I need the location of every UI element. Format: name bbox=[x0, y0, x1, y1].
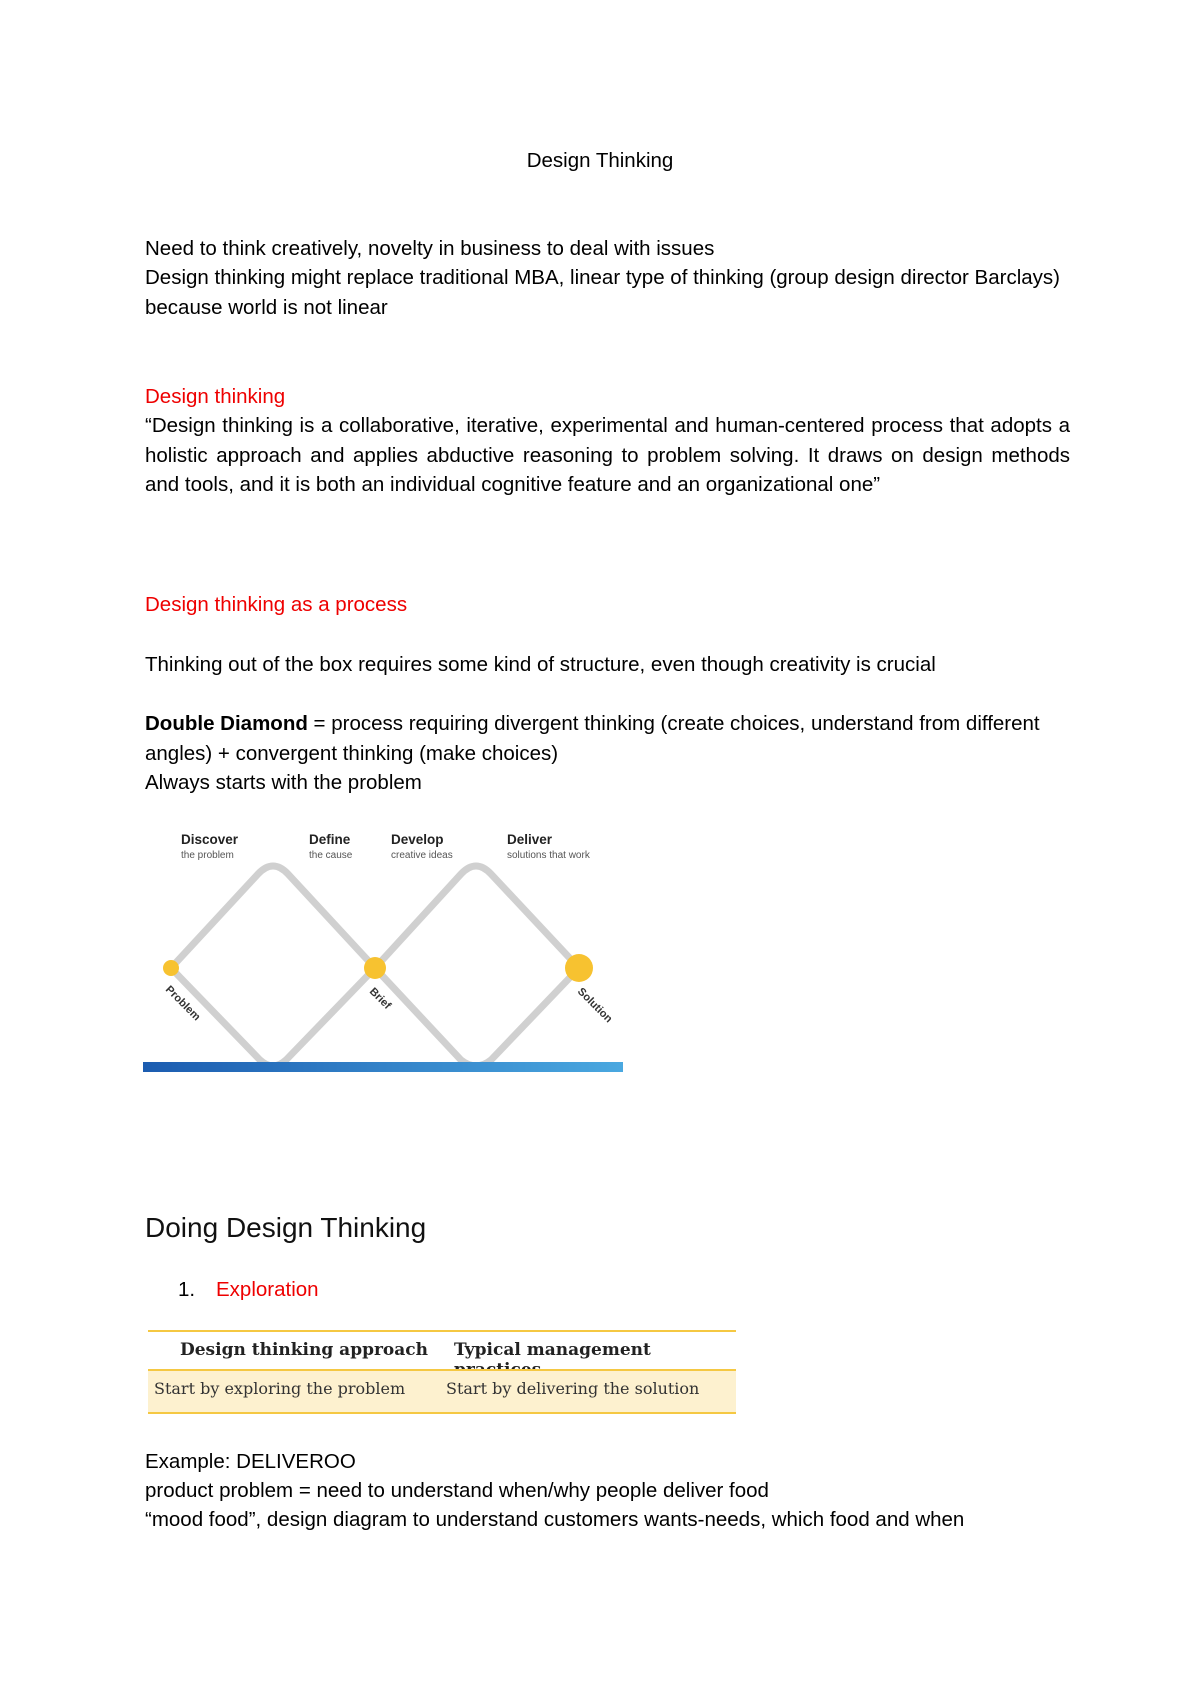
double-diamond-diagram bbox=[143, 822, 623, 1077]
milestone-brief-label: Brief bbox=[366, 985, 394, 1012]
list-item-exploration bbox=[178, 1275, 319, 1304]
intro-line-1: Need to think creatively, novelty in business to deal with issues bbox=[145, 237, 715, 260]
develop-deliver-diamond bbox=[375, 866, 579, 1066]
starts-with-problem: Always starts with the problem bbox=[145, 771, 422, 794]
cell-management-practices: Start by delivering the solution bbox=[446, 1379, 700, 1398]
double-diamond-term: Double Diamond bbox=[145, 712, 308, 735]
doing-design-thinking-heading: Doing Design Thinking bbox=[145, 1212, 427, 1243]
phase-discover-sub: the problem bbox=[181, 850, 234, 861]
list-number: 1. bbox=[178, 1278, 196, 1301]
phase-define-sub: the cause bbox=[309, 850, 353, 861]
problem-milestone-dot bbox=[163, 960, 179, 976]
page-title: Design Thinking bbox=[526, 149, 674, 172]
double-diamond-definition: = process requiring divergent thinking (create choices, understand from different angles) + convergent thinking (make choices) bbox=[145, 712, 1040, 765]
section-heading-process: Design thinking as a process bbox=[145, 593, 408, 616]
double-diamond-paragraph bbox=[145, 709, 1070, 768]
header-management-practices: Typical management bbox=[454, 1340, 651, 1360]
phase-deliver-sub: solutions that work bbox=[507, 850, 590, 861]
structure-paragraph: Thinking out of the box requires some kind of structure, even though creativity is crucial bbox=[145, 653, 936, 676]
phase-discover-label: Discover bbox=[181, 832, 239, 847]
milestone-solution-label: Solution bbox=[574, 985, 615, 1026]
milestone-problem-label: Problem bbox=[162, 983, 203, 1024]
cell-design-thinking: Start by exploring the problem bbox=[154, 1379, 406, 1398]
section-heading-design-thinking: Design thinking bbox=[145, 385, 286, 408]
solution-milestone-dot bbox=[565, 954, 593, 982]
example-line-2: product problem = need to understand when/why people deliver food bbox=[145, 1479, 769, 1502]
intro-line-2: Design thinking might replace traditional MBA, linear type of thinking (group design director Barclays) because world is not linear bbox=[145, 266, 1060, 319]
phase-develop-sub: creative ideas bbox=[391, 850, 453, 861]
header-design-thinking: Design thinking approach bbox=[180, 1340, 428, 1360]
comparison-table bbox=[148, 1330, 736, 1415]
phase-develop-label: Develop bbox=[391, 832, 444, 847]
comparison-header-row bbox=[148, 1330, 736, 1371]
phase-define-label: Define bbox=[309, 832, 351, 847]
phase-deliver-label: Deliver bbox=[507, 832, 553, 847]
discover-define-diamond bbox=[171, 866, 375, 1066]
comparison-body-row bbox=[148, 1369, 736, 1414]
list-label-exploration: Exploration bbox=[216, 1278, 319, 1301]
timeline-bar bbox=[143, 1062, 623, 1072]
example-line-3: “mood food”, design diagram to understand customers wants-needs, which food and when bbox=[145, 1508, 965, 1531]
example-line-1: Example: DELIVEROO bbox=[145, 1450, 356, 1473]
brief-milestone-dot bbox=[364, 957, 386, 979]
definition-quote: “Design thinking is a collaborative, iterative, experimental and human-centered process that adopts a holistic approach and applies abductive reasoning to problem solving. It draws on design methods and tools, and it is both an individual cognitive feature and an organizational one” bbox=[145, 414, 1070, 496]
